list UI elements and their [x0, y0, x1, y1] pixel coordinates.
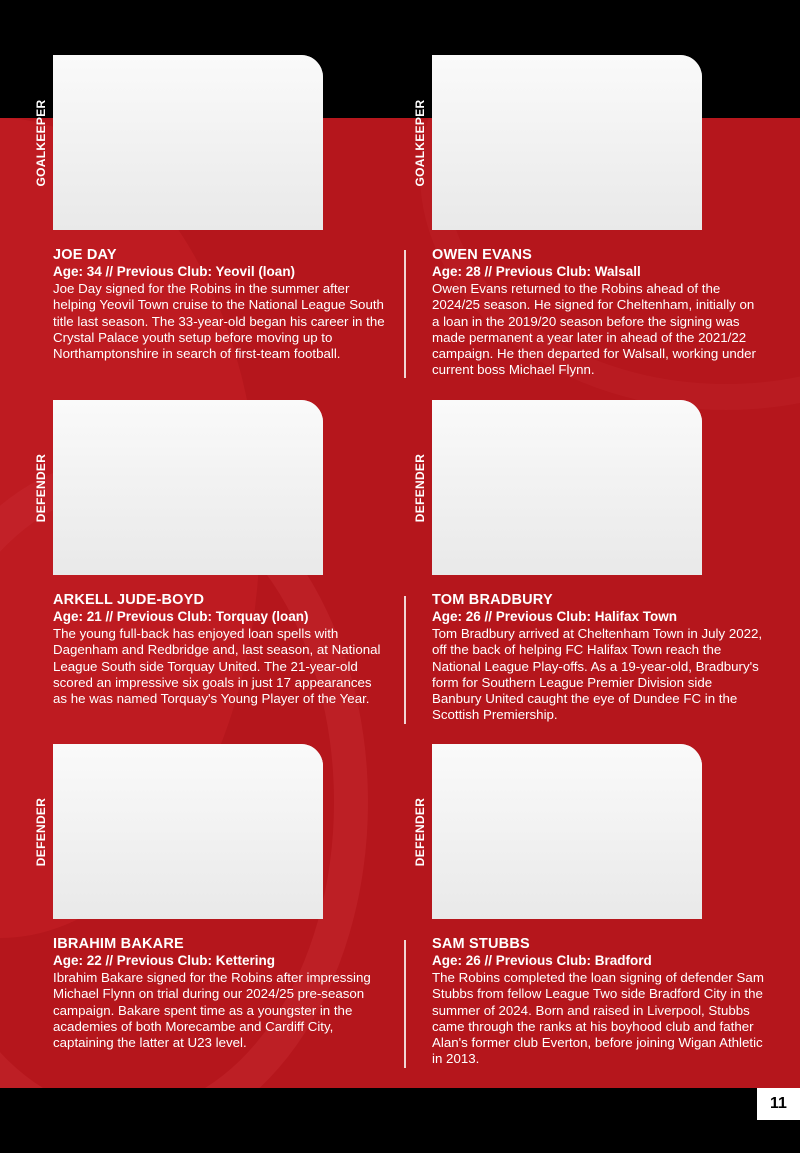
position-label: GOALKEEPER [413, 98, 427, 187]
player-bio: Joe Day signed for the Robins in the summer after helping Yeovil Town cruise to the National League South title last season. The 33-year-old began his career in the Crystal Palace youth setup before moving up to Northamptonshire in search of first-team football. [53, 281, 385, 362]
player-bio: The young full-back has enjoyed loan spells with Dagenham and Redbridge and, last season, at National League South side Torquay United. The 21-year-old scored an impressive six goals in just 17 appearances as he was named Torquay's Young Player of the Year. [53, 626, 381, 707]
player-card-joe-day [0, 55, 385, 395]
player-bio: Ibrahim Bakare signed for the Robins after impressing Michael Flynn on trial during our 2024/25 pre-season campaign. Bakare spent time as a youngster in the academies of both Morecambe and Cardiff City, captaining the latter at U23 level. [53, 970, 371, 1051]
position-label: DEFENDER [413, 453, 427, 522]
player-photo [432, 55, 702, 230]
player-card-arkell-jude-boyd [0, 400, 380, 740]
page-number: 11 [757, 1088, 800, 1120]
player-photo [432, 744, 702, 919]
player-name: SAM STUBBS [432, 936, 530, 952]
player-card-tom-bradbury [375, 400, 763, 740]
position-label: GOALKEEPER [34, 98, 48, 187]
player-name: ARKELL JUDE-BOYD [53, 592, 205, 608]
player-details: Age: 26 // Previous Club: Bradford [432, 953, 652, 968]
position-label: DEFENDER [34, 453, 48, 522]
player-photo [432, 400, 702, 575]
player-name: OWEN EVANS [432, 247, 533, 263]
player-details: Age: 28 // Previous Club: Walsall [432, 264, 641, 279]
player-details: Age: 34 // Previous Club: Yeovil (loan) [53, 264, 296, 279]
player-details: Age: 26 // Previous Club: Halifax Town [432, 609, 678, 624]
player-photo [53, 400, 323, 575]
player-photo [53, 744, 323, 919]
player-card-ibrahim-bakare [0, 744, 380, 1084]
position-label: DEFENDER [34, 797, 48, 866]
player-name: IBRAHIM BAKARE [53, 936, 184, 952]
player-details: Age: 21 // Previous Club: Torquay (loan) [53, 609, 309, 624]
player-card-sam-stubbs [375, 744, 764, 1084]
player-bio: The Robins completed the loan signing of defender Sam Stubbs from fellow League Two side Bradford City in the summer of 2024. Born and raised in Liverpool, Stubbs came through the ranks at his boyhood club and father Alan's former club Everton, before joining Wigan Athletic in 2013. [432, 970, 764, 1067]
position-label: DEFENDER [413, 797, 427, 866]
player-name: TOM BRADBURY [432, 592, 553, 608]
player-photo [53, 55, 323, 230]
player-details: Age: 22 // Previous Club: Kettering [53, 953, 276, 968]
player-card-owen-evans [375, 55, 755, 395]
player-bio: Tom Bradbury arrived at Cheltenham Town in July 2022, off the back of helping FC Halifax Town reach the National League Play-offs. As a 19-year-old, Bradbury's form for Southern League Premier Division side Banbury United caught the eye of Dundee FC in the Scottish Premiership. [432, 626, 763, 723]
player-name: JOE DAY [53, 247, 117, 263]
player-bio: Owen Evans returned to the Robins ahead of the 2024/25 season. He signed for Cheltenham, initially on a loan in the 2019/20 season before the signing was made permanent a year later in ahead of the 2021/22 campaign. He then departed for Walsall, working under current boss Michael Flynn. [432, 281, 756, 378]
